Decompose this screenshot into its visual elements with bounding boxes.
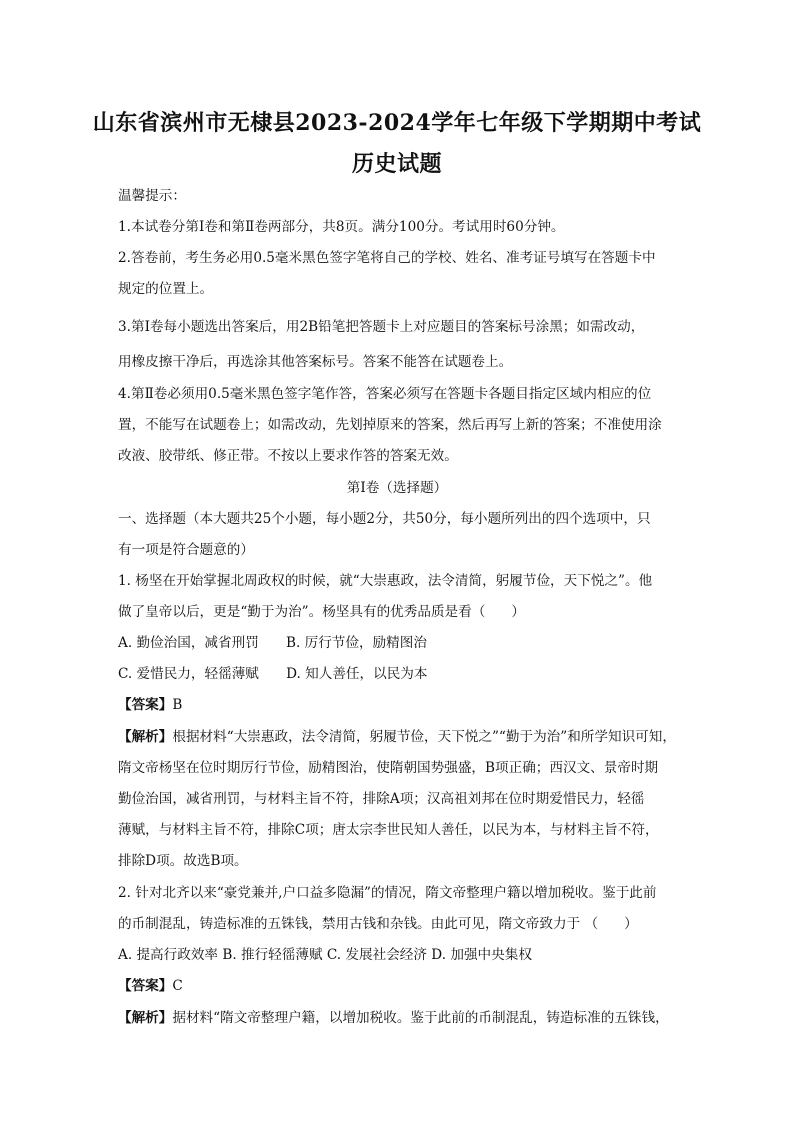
question-2-options: A. 提高行政效率 B. 推行轻徭薄赋 C. 发展社会经济 D. 加强中央集权 <box>118 947 532 963</box>
question-1-analysis-cont-2: 勤俭治国，减省刑罚，与材料主旨不符，排除A项；汉高祖刘邦在位时期爱惜民力，轻徭 <box>118 791 645 807</box>
analysis-text: 据材料“隋文帝整理户籍，以增加税收。鉴于此前的币制混乱，铸造标准的五铢钱， <box>172 1010 669 1026</box>
section-heading: 一、选择题（本大题共25个小题，每小题2分，共50分，每小题所列出的四个选项中，只 <box>118 511 651 527</box>
analysis-text: 根据材料“大崇惠政，法令清简，躬履节俭，天下悦之”“勤于为治”和所学知识可知， <box>172 729 676 745</box>
question-2-paren-close: ） <box>624 916 638 932</box>
answer-value: C <box>172 978 183 994</box>
notice-heading: 温馨提示： <box>118 188 186 204</box>
question-1-analysis-cont: 隋文帝杨坚在位时期厉行节俭，励精图治，使隋朝国势强盛，B项正确；西汉文、景帝时期 <box>118 760 659 776</box>
volume-heading: 第Ⅰ卷（选择题） <box>346 480 448 496</box>
notice-item-2-cont: 规定的位置上。 <box>118 281 214 297</box>
question-1-analysis-cont-3: 薄赋，与材料主旨不符，排除C项；唐太宗李世民知人善任，以民为本，与材料主旨不符， <box>118 822 659 838</box>
notice-item-3-cont: 用橡皮擦干净后，再选涂其他答案标号。答案不能答在试题卷上。 <box>118 354 513 370</box>
question-1-stem-cont <box>118 603 688 621</box>
analysis-label: 【解析】 <box>118 1010 173 1026</box>
question-1-answer <box>118 696 688 714</box>
analysis-label: 【解析】 <box>118 729 173 745</box>
answer-label: 【答案】 <box>118 697 173 713</box>
notice-item-4: 4.第Ⅱ卷必须用0.5毫米黑色签字笔作答，答案必须写在答题卡各题目指定区域内相应的位 <box>118 386 652 402</box>
question-1-stem-text: 做了皇帝以后，更是“勤于为治”。杨坚具有的优秀品质是看（ <box>118 604 486 620</box>
answer-value: B <box>172 697 183 713</box>
question-1-analysis-cont-4: 排除D项。故选B项。 <box>118 853 248 869</box>
document-title: 山东省滨州市无棣县2023-2024学年七年级下学期期中考试 <box>92 110 702 136</box>
notice-item-4-cont: 置，不能写在试题卷上；如需改动，先划掉原来的答案，然后再写上新的答案；不准使用涂 <box>118 417 662 433</box>
notice-item-4-cont-2: 改液、胶带纸、修正带。不按以上要求作答的答案无效。 <box>118 448 458 464</box>
question-2-stem-text: 的币制混乱，铸造标准的五铢钱，禁用古钱和杂钱。由此可见，隋文帝致力于 （ <box>118 916 599 932</box>
question-2-answer <box>118 977 688 995</box>
question-2-stem-cont <box>118 915 688 933</box>
question-1-analysis <box>118 728 688 746</box>
question-2-stem: 2. 针对北齐以来“豪党兼并,户口益多隐漏”的情况，隋文帝整理户籍以增加税收。鉴于此前 <box>118 885 657 901</box>
question-1-options-cd: C. 爱惜民力，轻徭薄赋 D. 知人善任，以民为本 <box>118 666 428 682</box>
notice-item-2: 2.答卷前，考生务必用0.5毫米黑色签字笔将自己的学校、姓名、准考证号填写在答题卡中 <box>118 250 656 266</box>
notice-item-1: 1.本试卷分第Ⅰ卷和第Ⅱ卷两部分，共8页。满分100分。考试用时60分钟。 <box>118 219 565 235</box>
section-heading-cont: 有一项是符合题意的） <box>118 542 254 558</box>
document-subtitle: 历史试题 <box>351 151 442 177</box>
answer-label: 【答案】 <box>118 978 173 994</box>
notice-item-3: 3.第Ⅰ卷每小题选出答案后，用2B铅笔把答题卡上对应题目的答案标号涂黑；如需改动， <box>118 319 645 335</box>
question-1-options-ab: A. 勤俭治国，减省刑罚 B. 厉行节俭，励精图治 <box>118 635 427 651</box>
question-2-analysis <box>118 1009 688 1027</box>
question-1-paren-close: ） <box>511 604 525 620</box>
question-1-stem: 1. 杨坚在开始掌握北周政权的时候，就“大崇惠政，法令清简，躬履节俭，天下悦之”。他 <box>118 573 653 589</box>
